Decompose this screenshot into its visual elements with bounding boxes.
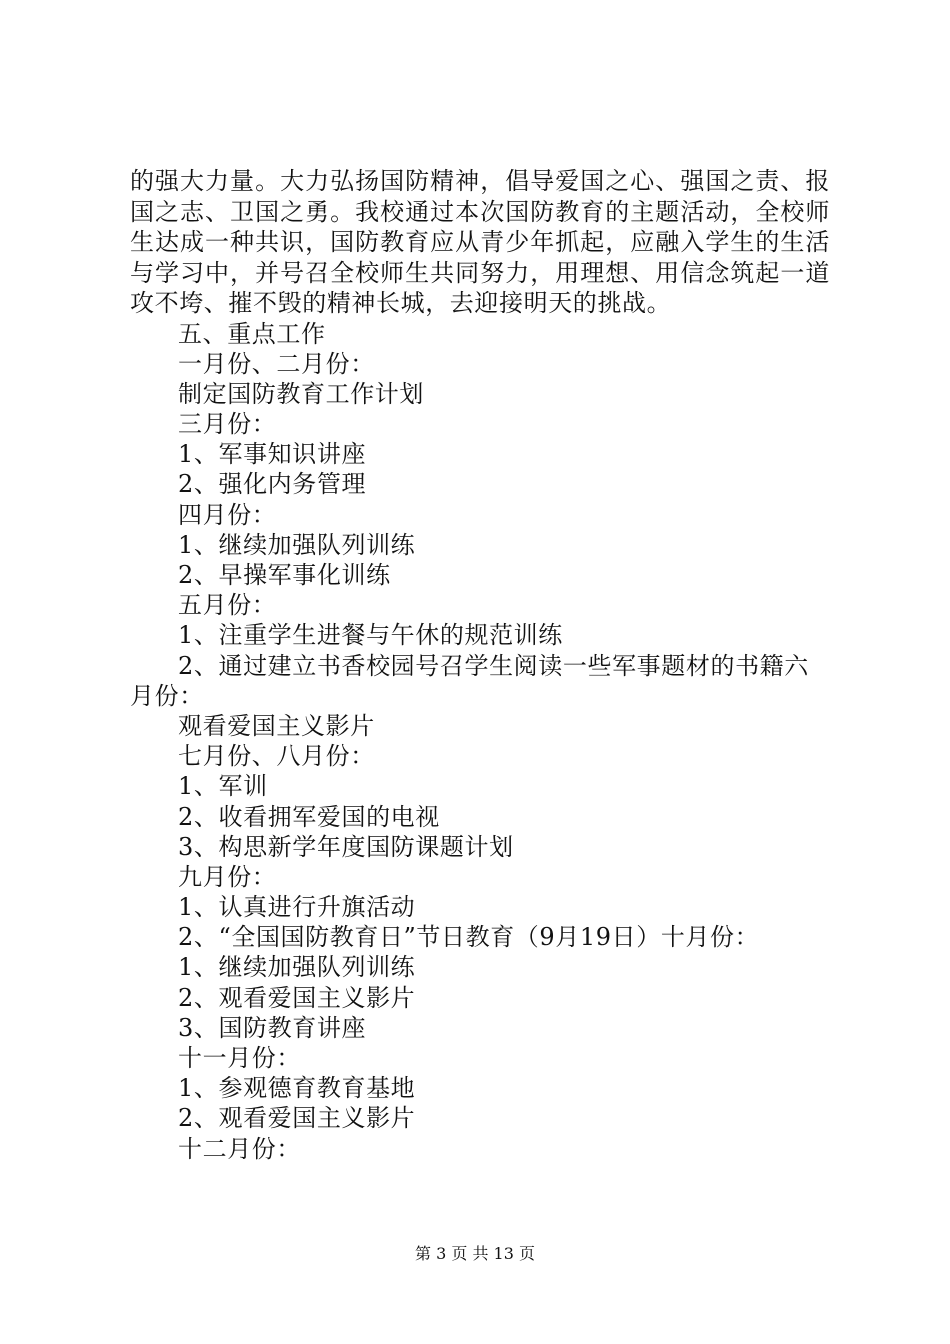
list-item: 2、收看拥军爱国的电视 [178, 802, 440, 831]
list-item: 1、继续加强队列训练 [178, 953, 416, 982]
month-heading-mar: 三月份： [178, 410, 277, 439]
section-heading: 五、重点工作 [178, 319, 326, 348]
page-footer: 第 3 页 共 13 页 [415, 1244, 535, 1263]
list-item: 2、“全国国防教育日”节日教育（9月19日）十月份： [178, 923, 760, 952]
list-item: 观看爱国主义影片 [178, 711, 375, 740]
month-heading-nov: 十一月份： [178, 1044, 301, 1073]
list-item: 2、早操军事化训练 [178, 561, 391, 589]
list-item: 1、认真进行升旗活动 [178, 893, 416, 922]
list-item: 1、参观德育教育基地 [178, 1074, 416, 1103]
list-item: 2、强化内务管理 [178, 470, 367, 499]
month-heading-may: 五月份： [178, 591, 277, 620]
list-item: 2、观看爱国主义影片 [178, 1104, 416, 1133]
list-item: 1、军事知识讲座 [178, 440, 367, 469]
list-item-wrapped: 2、通过建立书香校园号召学生阅读一些军事题材的书籍六月份： [130, 651, 809, 710]
list-item: 2、观看爱国主义影片 [178, 983, 416, 1012]
month-heading-apr: 四月份： [178, 500, 277, 529]
month-heading-sep: 九月份： [178, 862, 277, 891]
month-heading-jan-feb: 一月份、二月份： [178, 349, 375, 378]
document-body [130, 166, 830, 1164]
list-item: 3、国防教育讲座 [178, 1013, 367, 1042]
month-heading-dec: 十二月份： [178, 1134, 301, 1163]
list-item: 3、构思新学年度国防课题计划 [178, 832, 514, 861]
intro-paragraph: 的强大力量。大力弘扬国防精神，倡导爱国之心、强国之责、报国之志、卫国之勇。我校通过本次国防教育的主题活动，全校师生达成一种共识，国防教育应从青少年抓起，应融入学生的生活与学习中，并号召全校师生共同努力，用理想、用信念筑起一道攻不垮、摧不毁的精神长城，去迎接明天的挑战。 [130, 167, 830, 317]
list-item: 制定国防教育工作计划 [178, 379, 424, 408]
plan-list [130, 319, 830, 1164]
list-item: 1、继续加强队列训练 [178, 530, 416, 559]
list-item: 1、注重学生进餐与午休的规范训练 [178, 621, 563, 650]
month-heading-jul-aug: 七月份、八月份： [178, 742, 375, 771]
list-item: 1、军训 [178, 772, 268, 801]
